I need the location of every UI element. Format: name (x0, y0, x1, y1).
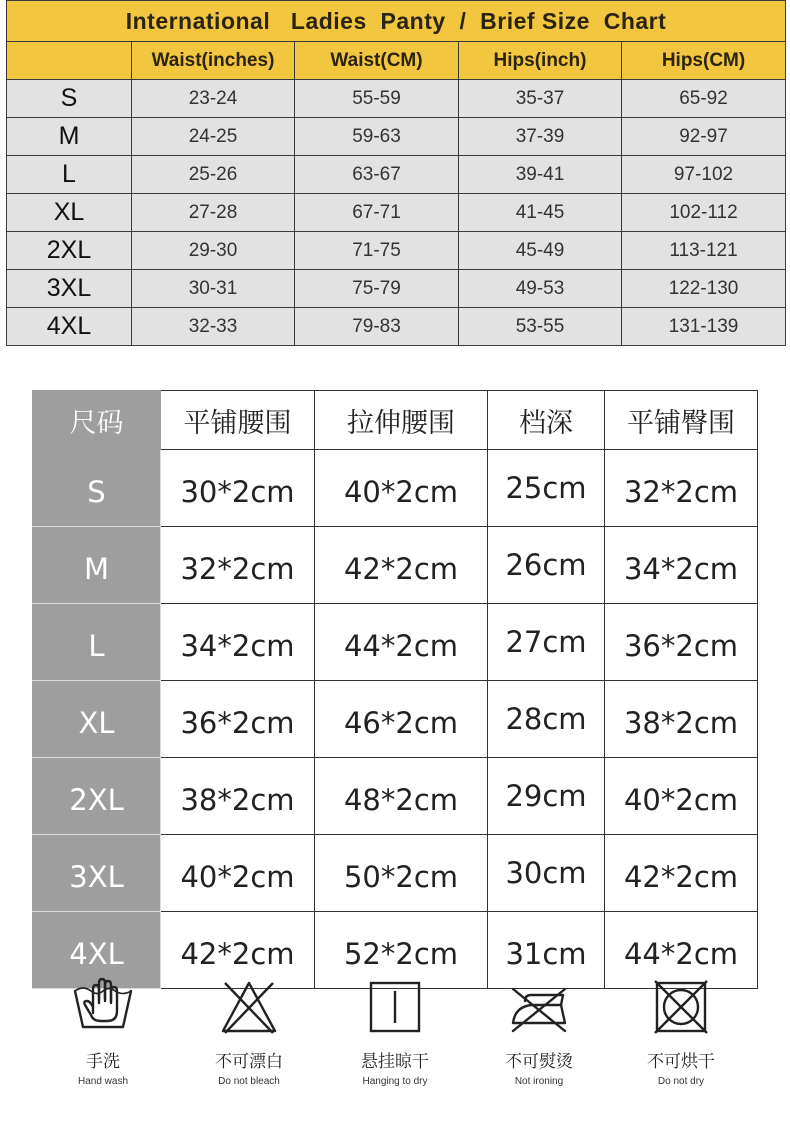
table-cell: 97-102 (622, 156, 786, 194)
header-cell-size (7, 42, 132, 80)
header-cell-rise: 档深 (488, 391, 605, 450)
care-no-tumble-dry (626, 975, 736, 1087)
table-cell: 42*2cm (161, 912, 315, 989)
table-row (7, 80, 786, 118)
table-cell: 67-71 (295, 194, 459, 232)
table-cell: 27cm (488, 604, 605, 681)
table-cell: 42*2cm (605, 835, 758, 912)
care-no-iron (484, 975, 594, 1087)
table-row (33, 681, 758, 758)
table-cell: 44*2cm (315, 604, 488, 681)
table-cell: 92-97 (622, 118, 786, 156)
size-cell: 2XL (33, 758, 161, 835)
table-cell: 31cm (488, 912, 605, 989)
table-cell: 52*2cm (315, 912, 488, 989)
table-cell: 32-33 (132, 308, 295, 346)
table-row (7, 156, 786, 194)
table-cell: 29-30 (132, 232, 295, 270)
care-label-en: Hanging to dry (362, 1076, 428, 1087)
table-cell: 25cm (488, 450, 605, 527)
table-cell: 41-45 (459, 194, 622, 232)
size-cell: L (33, 604, 161, 681)
table-cell: 34*2cm (605, 527, 758, 604)
table-cell: 32*2cm (161, 527, 315, 604)
no-iron-icon (507, 975, 571, 1039)
table-cell: 46*2cm (315, 681, 488, 758)
table-row (7, 194, 786, 232)
table-cell: 44*2cm (605, 912, 758, 989)
table-cell: 131-139 (622, 308, 786, 346)
table-cell: 50*2cm (315, 835, 488, 912)
do-not-bleach-icon (217, 975, 281, 1039)
table-cell: 40*2cm (605, 758, 758, 835)
table-cell: 38*2cm (605, 681, 758, 758)
table-cell: 122-130 (622, 270, 786, 308)
care-label-en: Not ironing (514, 1076, 564, 1087)
table-cell: 28cm (488, 681, 605, 758)
table-cell: 42*2cm (315, 527, 488, 604)
table-row (33, 450, 758, 527)
size-cell: XL (7, 194, 132, 232)
size-cell: S (7, 80, 132, 118)
header-cell-hips-inch: Hips(inch) (459, 42, 622, 80)
care-label-en: Do not bleach (218, 1076, 280, 1087)
header-row (33, 391, 758, 450)
size-cell: 4XL (7, 308, 132, 346)
table-cell: 63-67 (295, 156, 459, 194)
header-cell-flat-waist: 平铺腰围 (161, 391, 315, 450)
table-cell: 30*2cm (161, 450, 315, 527)
table-cell: 75-79 (295, 270, 459, 308)
table-cell: 65-92 (622, 80, 786, 118)
header-cell-size: 尺码 (33, 391, 161, 450)
table-row (7, 308, 786, 346)
international-size-chart (6, 0, 786, 346)
size-cell: L (7, 156, 132, 194)
table-cell: 24-25 (132, 118, 295, 156)
table-cell: 29cm (488, 758, 605, 835)
table-cell: 35-37 (459, 80, 622, 118)
header-cell-hips-cm: Hips(CM) (622, 42, 786, 80)
size-cell: 3XL (7, 270, 132, 308)
header-row (7, 42, 786, 80)
table-cell: 59-63 (295, 118, 459, 156)
hang-dry-icon (363, 975, 427, 1039)
table-row (33, 835, 758, 912)
hand-wash-icon (71, 975, 135, 1039)
table-cell: 30cm (488, 835, 605, 912)
care-label-zh: 手洗 (86, 1052, 120, 1072)
table-cell: 36*2cm (605, 604, 758, 681)
table-cell: 30-31 (132, 270, 295, 308)
care-label-en: Hand wash (77, 1076, 129, 1087)
table-cell: 49-53 (459, 270, 622, 308)
table-cell: 23-24 (132, 80, 295, 118)
table-cell: 48*2cm (315, 758, 488, 835)
care-label-zh: 不可漂白 (215, 1052, 283, 1072)
table-cell: 37-39 (459, 118, 622, 156)
table-row (33, 604, 758, 681)
size-cell: M (7, 118, 132, 156)
table-cell: 26cm (488, 527, 605, 604)
table-row (7, 232, 786, 270)
table-cell: 55-59 (295, 80, 459, 118)
header-cell-waist-cm: Waist(CM) (295, 42, 459, 80)
size-cell: XL (33, 681, 161, 758)
table-cell: 71-75 (295, 232, 459, 270)
table-cell: 34*2cm (161, 604, 315, 681)
table-row (33, 527, 758, 604)
care-label-zh: 不可熨烫 (505, 1052, 573, 1072)
care-do-not-bleach (194, 975, 304, 1087)
size-cell: S (33, 450, 161, 527)
table-cell: 27-28 (132, 194, 295, 232)
table-cell: 113-121 (622, 232, 786, 270)
size-cell: M (33, 527, 161, 604)
table-cell: 36*2cm (161, 681, 315, 758)
table-cell: 102-112 (622, 194, 786, 232)
table-cell: 32*2cm (605, 450, 758, 527)
header-cell-waist-inches: Waist(inches) (132, 42, 295, 80)
care-label-zh: 悬挂晾干 (361, 1052, 429, 1072)
table-cell: 79-83 (295, 308, 459, 346)
care-hang-dry (340, 975, 450, 1087)
table-row (33, 758, 758, 835)
chinese-size-chart (32, 390, 758, 989)
size-cell: 2XL (7, 232, 132, 270)
header-cell-flat-hips: 平铺臀围 (605, 391, 758, 450)
table-cell: 38*2cm (161, 758, 315, 835)
table-cell: 40*2cm (161, 835, 315, 912)
chart-title: International Ladies Panty / Brief Size Chart (7, 1, 786, 42)
table-cell: 45-49 (459, 232, 622, 270)
chart-title-row (7, 1, 786, 42)
care-label-en: Do not dry (657, 1076, 705, 1087)
table-row (7, 270, 786, 308)
table-cell: 53-55 (459, 308, 622, 346)
header-cell-stretched-waist: 拉伸腰围 (315, 391, 488, 450)
no-tumble-dry-icon (649, 975, 713, 1039)
table-cell: 39-41 (459, 156, 622, 194)
care-hand-wash (48, 975, 158, 1087)
table-row (7, 118, 786, 156)
size-cell: 3XL (33, 835, 161, 912)
table-cell: 25-26 (132, 156, 295, 194)
size-cell: 4XL (33, 912, 161, 989)
table-cell: 40*2cm (315, 450, 488, 527)
care-label-zh: 不可烘干 (647, 1052, 715, 1072)
